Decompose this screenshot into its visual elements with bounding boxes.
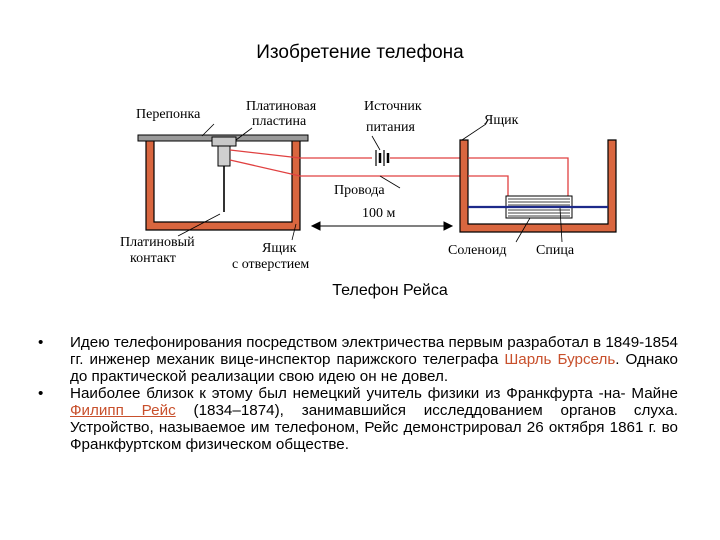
battery-icon	[376, 150, 388, 166]
platinum-plate	[212, 137, 236, 146]
label-power-2: питания	[366, 120, 415, 135]
wires-right	[468, 158, 568, 196]
distance-arrow	[312, 222, 452, 230]
label-box-left-1: Ящик	[262, 241, 297, 256]
label-wires: Провода	[334, 183, 385, 198]
bullet-icon: •	[38, 334, 44, 351]
list-item	[38, 334, 678, 385]
label-platinum-plate-2: пластина	[252, 114, 307, 129]
label-membrane: Перепонка	[136, 107, 201, 122]
bullet-text: Наиболее близок к этому был немецкий учитель физики из Франкфурта -на- Майне	[70, 385, 678, 402]
label-solenoid: Соленоид	[448, 243, 507, 258]
bullet-list	[38, 334, 678, 453]
label-platinum-plate-1: Платиновая	[246, 99, 317, 114]
person-name-reis[interactable]: Филипп Рейс	[70, 402, 176, 419]
label-box-left-2: с отверстием	[232, 257, 310, 272]
list-item	[38, 385, 678, 453]
label-box-right: Ящик	[484, 113, 519, 128]
bullet-text: (1834–1874), занимавшийся исследдованием органов слуха. Устройство, называемое им телефоном, Рейс демонстрировал 26 октября 1861 г. во Франкфуртском физическом обществе.	[70, 402, 678, 453]
label-power-1: Источник	[364, 99, 422, 114]
label-distance: 100 м	[362, 206, 396, 221]
bullet-icon: •	[38, 385, 44, 402]
diagram-caption: Телефон Рейса	[332, 282, 448, 299]
platinum-contact	[218, 146, 230, 212]
wires	[230, 150, 460, 176]
label-platinum-contact-2: контакт	[130, 251, 176, 266]
label-needle: Спица	[536, 243, 575, 258]
slide-title: Изобретение телефона	[256, 42, 464, 63]
bullet-text: Идею телефонирования посредством электричества первым разработал в 1849-1854 гг. инженер механик вице-инспектор парижского телеграфа	[70, 334, 678, 368]
person-name-bursel: Шарль Бурсель	[504, 351, 616, 368]
label-platinum-contact-1: Платиновый	[120, 235, 195, 250]
bullet-text: . Однако до практической реализации свою идею он не довел.	[70, 351, 678, 385]
